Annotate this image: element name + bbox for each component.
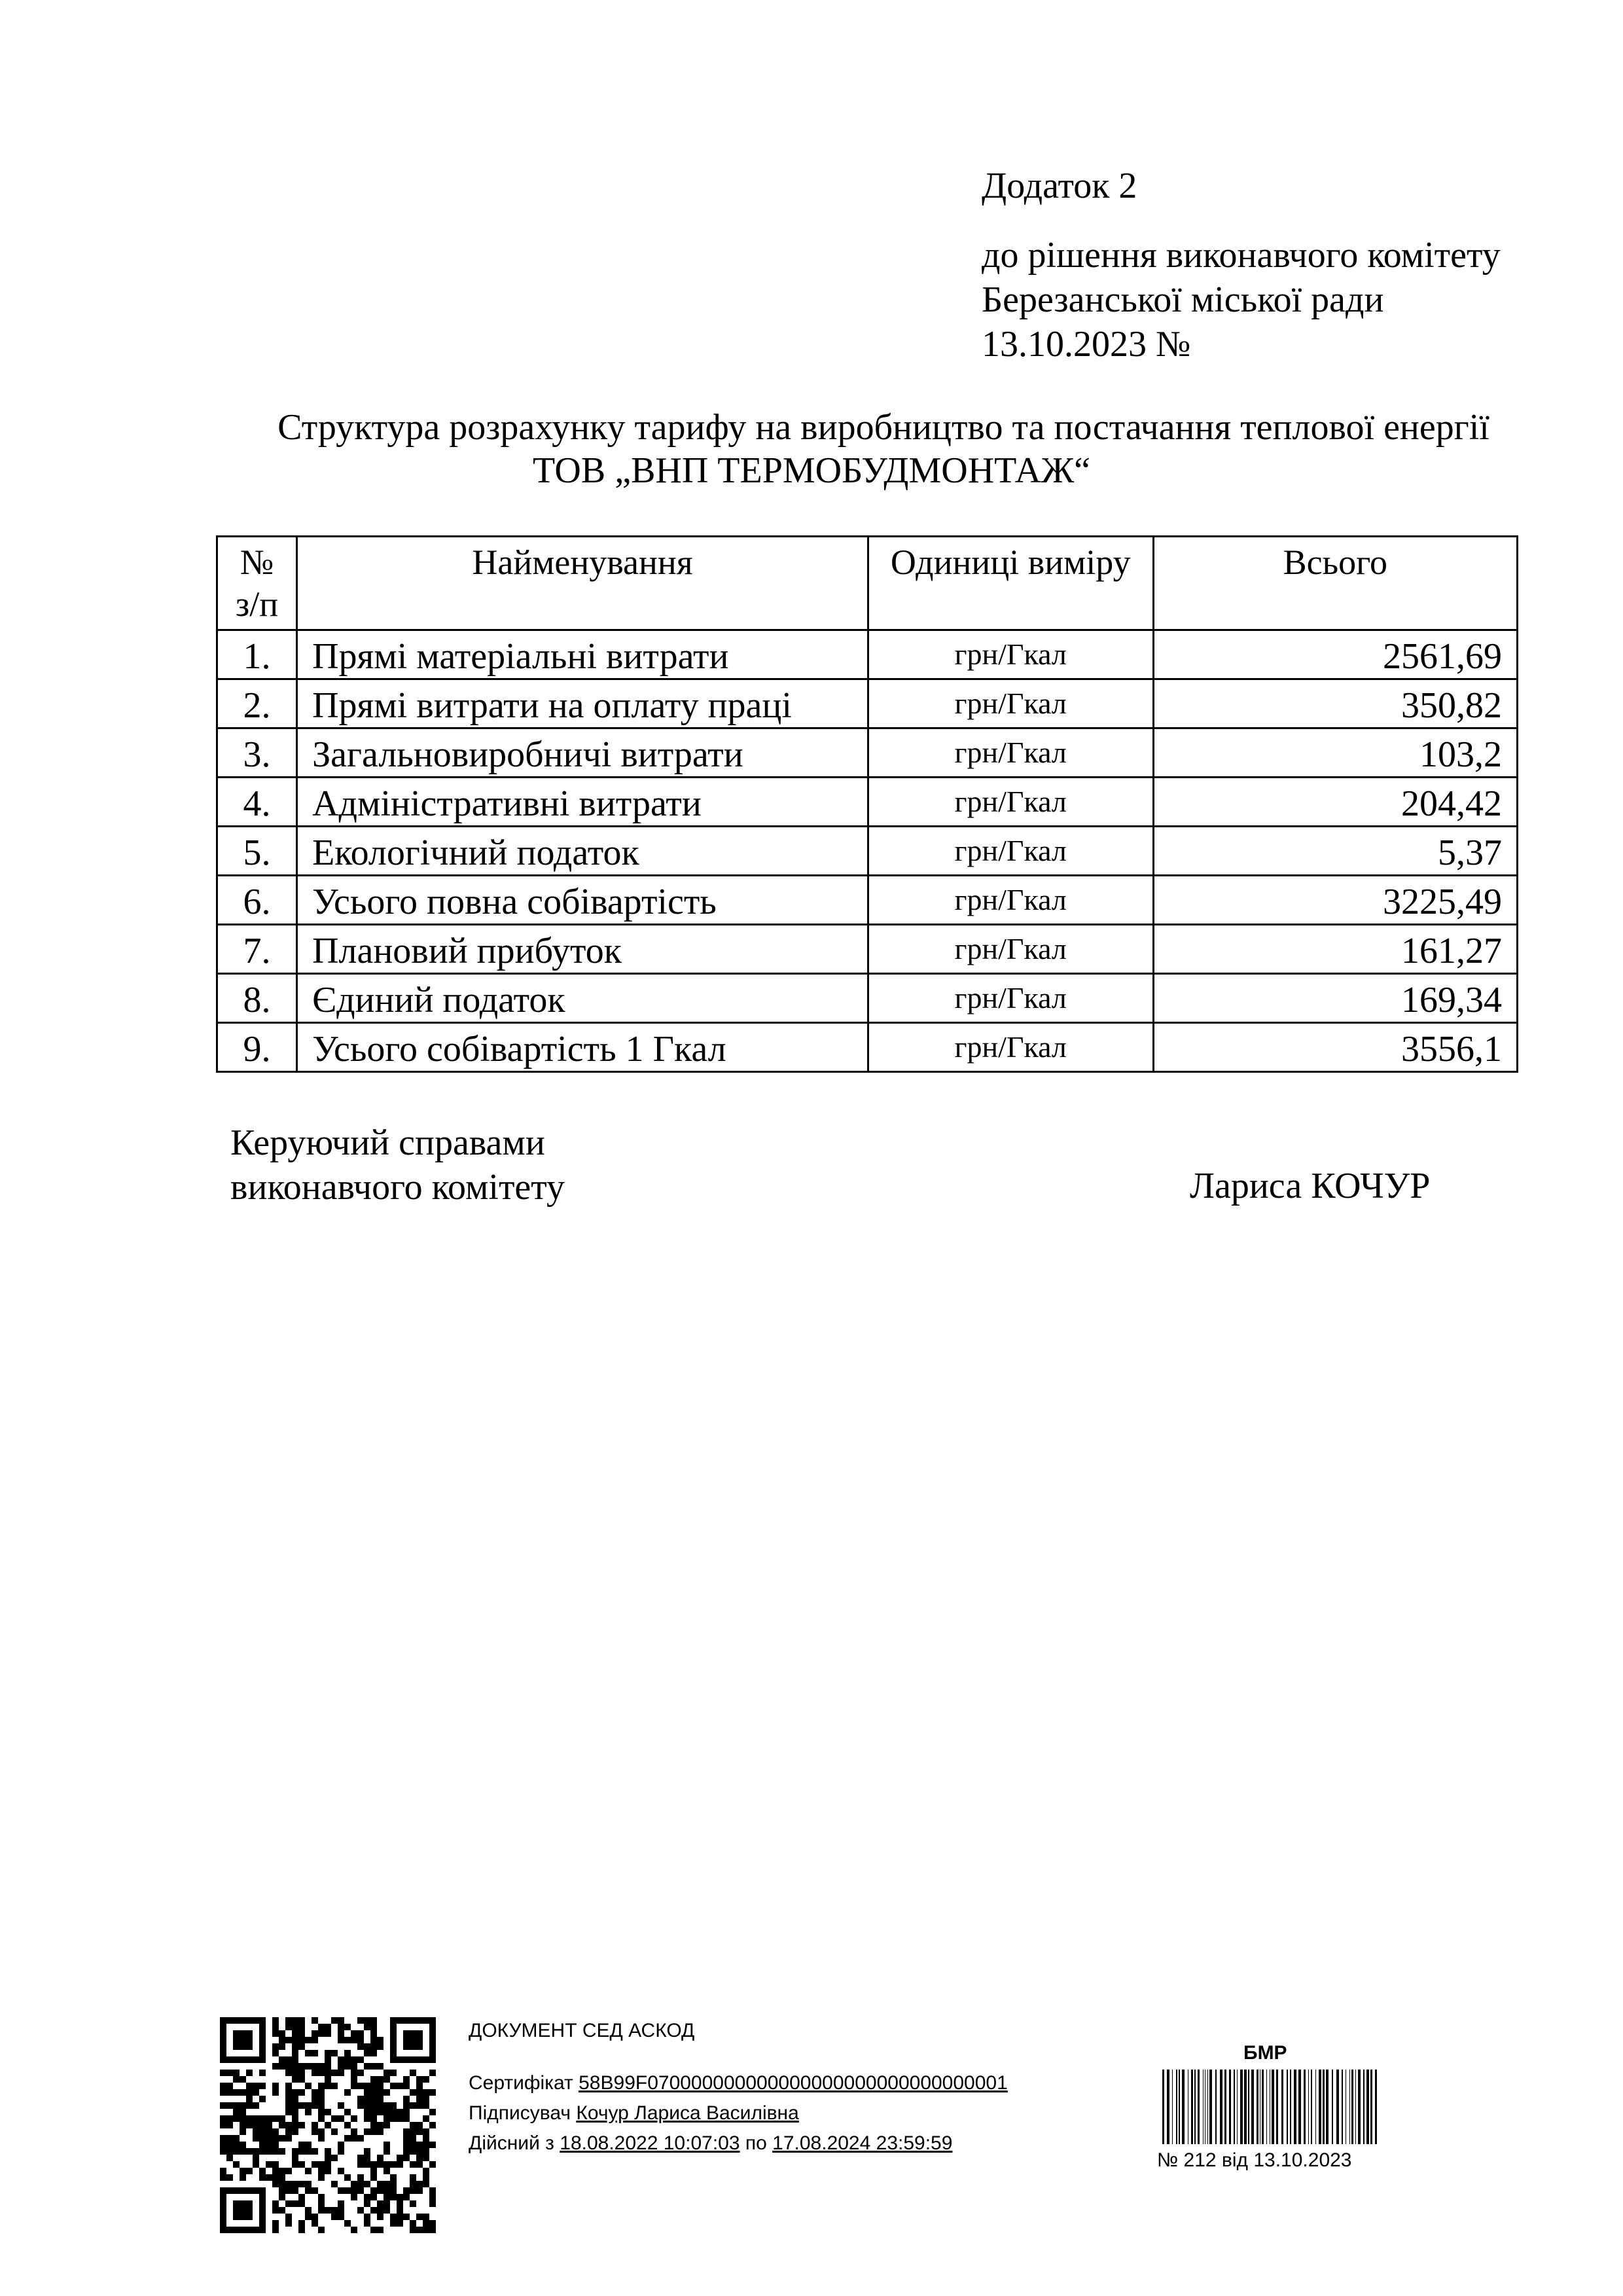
appendix-header: [982, 164, 1501, 367]
row-total: 5,37: [1153, 827, 1517, 876]
signature-position: [230, 1121, 565, 1210]
header-name: Найменування: [297, 537, 868, 630]
appendix-label: Додаток 2: [982, 166, 1137, 206]
row-total: 103,2: [1153, 728, 1517, 778]
row-unit: грн/Гкал: [868, 827, 1153, 876]
row-name: Прямі витрати на оплату праці: [297, 679, 868, 728]
row-total: 169,34: [1153, 974, 1517, 1023]
valid-label: Дійсний з: [469, 2132, 554, 2154]
row-number: 6.: [217, 876, 297, 925]
row-name: Екологічний податок: [297, 827, 868, 876]
position-line-1: Керуючий справами: [230, 1122, 545, 1163]
row-name: Адміністративні витрати: [297, 778, 868, 827]
registry-label: БМР: [1243, 2042, 1287, 2064]
row-number: 4.: [217, 778, 297, 827]
council-line: Березанської міської ради: [982, 279, 1384, 320]
table-row: [217, 1023, 1518, 1072]
row-number: 5.: [217, 827, 297, 876]
validity-line: [469, 2128, 1008, 2159]
row-unit: грн/Гкал: [868, 728, 1153, 778]
row-number: 3.: [217, 728, 297, 778]
position-line-2: виконавчого комітету: [230, 1167, 565, 1208]
row-total: 161,27: [1153, 925, 1517, 974]
row-number: 1.: [217, 630, 297, 679]
row-name: Плановий прибуток: [297, 925, 868, 974]
title-line-2: ТОВ „ВНП ТЕРМОБУДМОНТАЖ“: [532, 450, 1091, 491]
header-unit: Одиниці виміру: [868, 537, 1153, 630]
title-line-1: Структура розрахунку тарифу на виробництво та постачання теплової енергії: [277, 407, 1489, 448]
header-total: Всього: [1153, 537, 1517, 630]
row-total: 3225,49: [1153, 876, 1517, 925]
signer-label: Підписувач: [469, 2102, 571, 2124]
row-name: Прямі матеріальні витрати: [297, 630, 868, 679]
row-name: Загальновиробничі витрати: [297, 728, 868, 778]
row-unit: грн/Гкал: [868, 679, 1153, 728]
sed-title: ДОКУМЕНТ СЕД АСКОД: [469, 2020, 695, 2041]
row-total: 204,42: [1153, 778, 1517, 827]
row-unit: грн/Гкал: [868, 974, 1153, 1023]
signer-line: [469, 2098, 1008, 2128]
row-unit: грн/Гкал: [868, 630, 1153, 679]
certificate-label: Сертифікат: [469, 2072, 573, 2094]
decision-line: до рішення виконавчого комітету: [982, 235, 1501, 276]
sed-stamp: [469, 2016, 1008, 2159]
tariff-structure-table: [216, 535, 1518, 1073]
qr-code: [220, 2017, 436, 2233]
valid-to: 17.08.2024 23:59:59: [772, 2132, 953, 2154]
row-number: 9.: [217, 1023, 297, 1072]
row-number: 2.: [217, 679, 297, 728]
registration-number: № 212 від 13.10.2023: [1157, 2149, 1352, 2171]
table-row: [217, 679, 1518, 728]
table-row: [217, 630, 1518, 679]
header-no: № з/п: [217, 537, 297, 630]
table-row: [217, 925, 1518, 974]
row-name: Усього собівартість 1 Гкал: [297, 1023, 868, 1072]
row-number: 8.: [217, 974, 297, 1023]
barcode: [1160, 2070, 1382, 2144]
certificate-value: 58B99F070000000000000000000000000000001: [579, 2072, 1008, 2094]
valid-to-label: по: [745, 2132, 767, 2154]
row-total: 2561,69: [1153, 630, 1517, 679]
table-row: [217, 974, 1518, 1023]
table-row: [217, 778, 1518, 827]
valid-from: 18.08.2022 10:07:03: [560, 2132, 740, 2154]
row-total: 3556,1: [1153, 1023, 1517, 1072]
signer-value: Кочур Лариса Василівна: [576, 2102, 799, 2124]
certificate-line: [469, 2068, 1008, 2098]
row-unit: грн/Гкал: [868, 925, 1153, 974]
row-unit: грн/Гкал: [868, 1023, 1153, 1072]
row-unit: грн/Гкал: [868, 778, 1153, 827]
row-total: 350,82: [1153, 679, 1517, 728]
row-unit: грн/Гкал: [868, 876, 1153, 925]
table-row: [217, 728, 1518, 778]
decision-date: 13.10.2023 №: [982, 324, 1191, 365]
row-number: 7.: [217, 925, 297, 974]
document-title: [0, 406, 1623, 492]
row-name: Усього повна собівартість: [297, 876, 868, 925]
table-row: [217, 827, 1518, 876]
signer-name: Лариса КОЧУР: [1190, 1166, 1431, 1206]
table-row: [217, 876, 1518, 925]
table-header-row: [217, 537, 1518, 630]
row-name: Єдиний податок: [297, 974, 868, 1023]
